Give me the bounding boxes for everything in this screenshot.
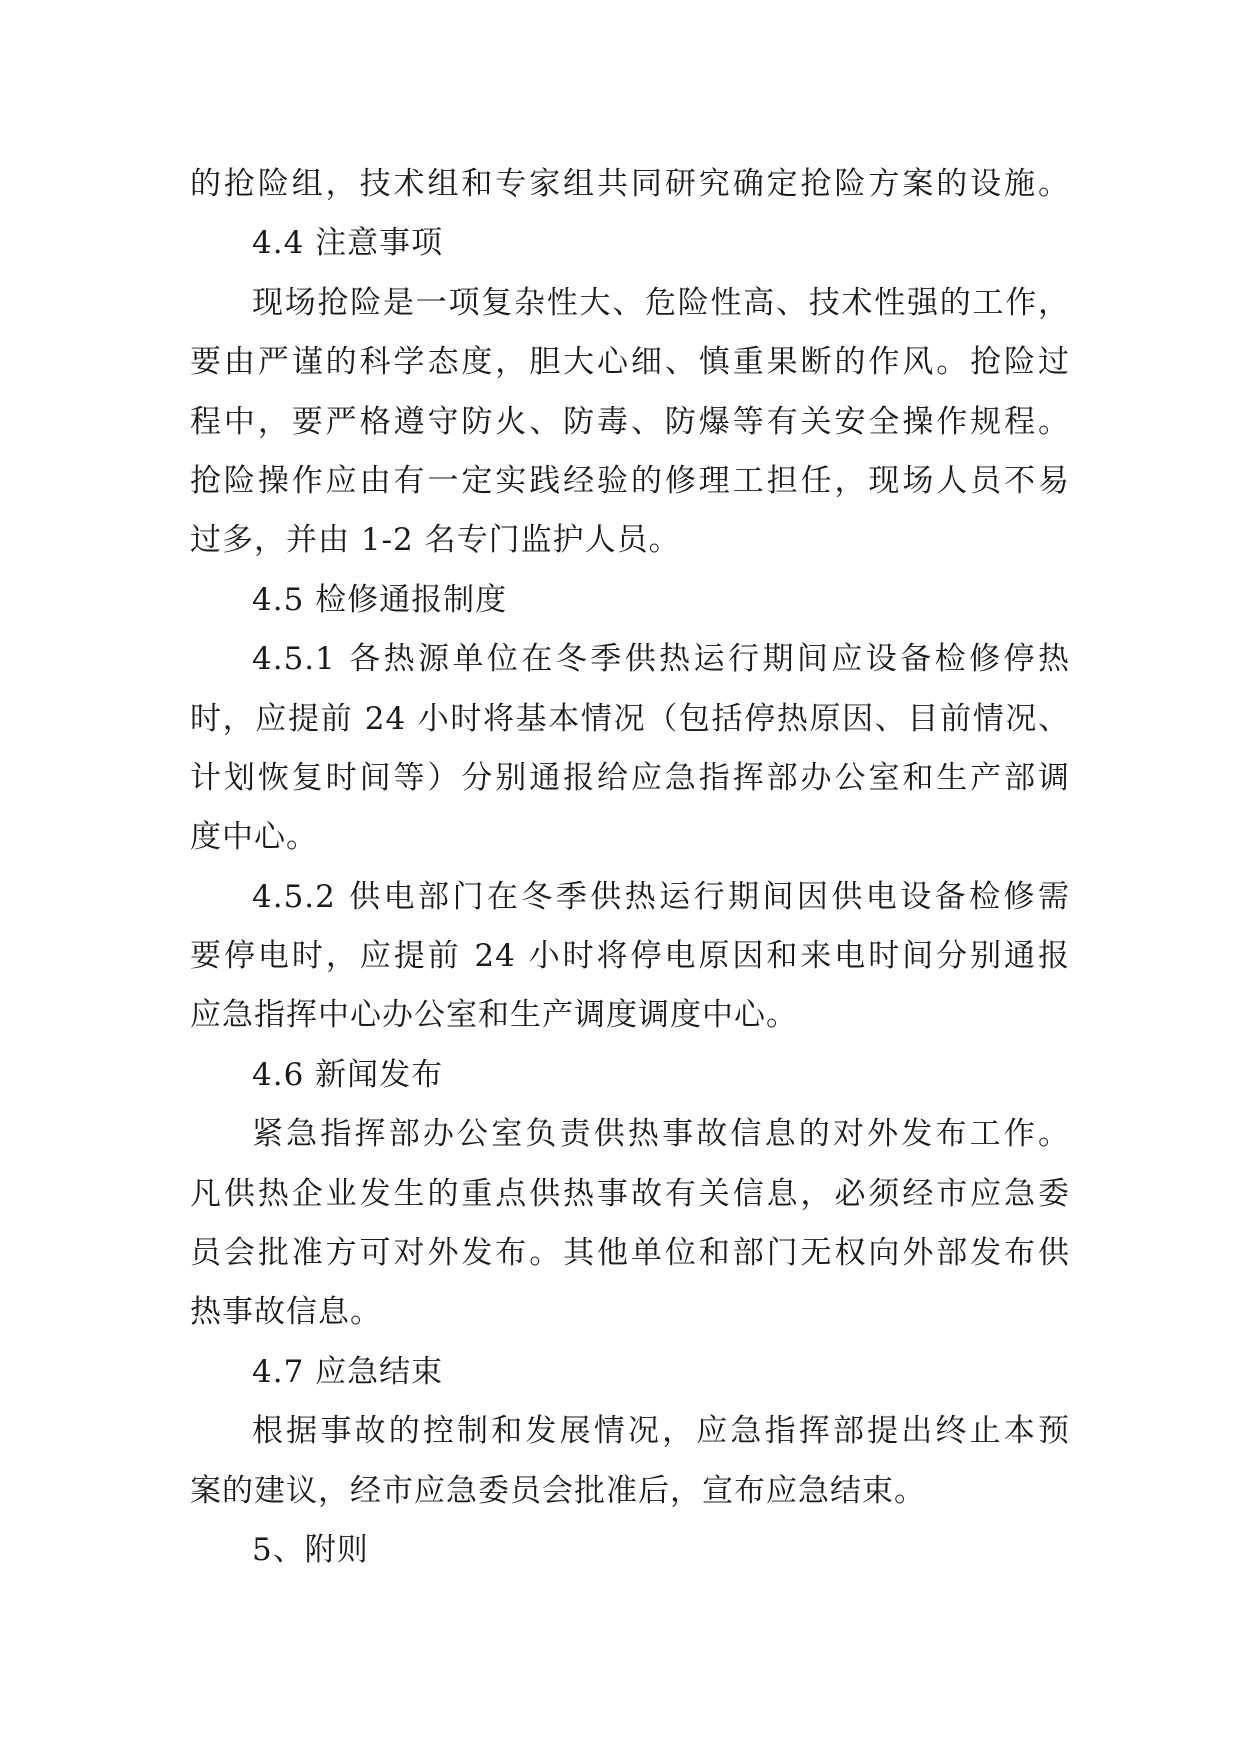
text-line: 要由严谨的科学态度，胆大心细、慎重果断的作风。抢险过 bbox=[190, 344, 1070, 381]
text-line: 凡供热企业发生的重点供热事故有关信息，必须经市应急委 bbox=[190, 1175, 1070, 1212]
text-line: 4.5.2 供电部门在冬季供热运行期间因供电设备检修需 bbox=[252, 878, 1070, 915]
document-body bbox=[190, 155, 1070, 1580]
text-line: 4.7 应急结束 bbox=[252, 1353, 444, 1390]
text-line: 4.5.1 各热源单位在冬季供热运行期间应设备检修停热 bbox=[252, 641, 1070, 678]
text-line: 应急指挥中心办公室和生产调度调度中心。 bbox=[190, 997, 798, 1034]
text-line: 5、附则 bbox=[252, 1531, 369, 1568]
text-line: 4.5 检修通报制度 bbox=[252, 581, 508, 618]
text-line: 度中心。 bbox=[190, 819, 318, 856]
text-line: 现场抢险是一项复杂性大、危险性高、技术性强的工作， bbox=[252, 284, 1070, 321]
text-line: 4.4 注意事项 bbox=[252, 225, 444, 262]
text-line: 时，应提前 24 小时将基本情况（包括停热原因、目前情况、 bbox=[190, 700, 1070, 737]
text-line: 员会批准方可对外发布。其他单位和部门无权向外部发布供 bbox=[190, 1235, 1070, 1272]
text-line: 要停电时，应提前 24 小时将停电原因和来电时间分别通报 bbox=[190, 938, 1070, 975]
text-line: 计划恢复时间等）分别通报给应急指挥部办公室和生产部调 bbox=[190, 759, 1070, 796]
text-line: 4.6 新闻发布 bbox=[252, 1056, 444, 1093]
text-line: 过多，并由 1-2 名专门监护人员。 bbox=[190, 522, 681, 559]
text-line: 热事故信息。 bbox=[190, 1294, 382, 1331]
text-line: 的抢险组，技术组和专家组共同研究确定抢险方案的设施。 bbox=[190, 166, 1070, 202]
text-line: 案的建议，经市应急委员会批准后，宣布应急结束。 bbox=[190, 1472, 926, 1509]
text-line: 抢险操作应由有一定实践经验的修理工担任，现场人员不易 bbox=[190, 462, 1070, 499]
text-line: 紧急指挥部办公室负责供热事故信息的对外发布工作。 bbox=[252, 1116, 1070, 1153]
text-line: 程中，要严格遵守防火、防毒、防爆等有关安全操作规程。 bbox=[190, 403, 1070, 440]
text-line: 根据事故的控制和发展情况，应急指挥部提出终止本预 bbox=[252, 1413, 1070, 1450]
